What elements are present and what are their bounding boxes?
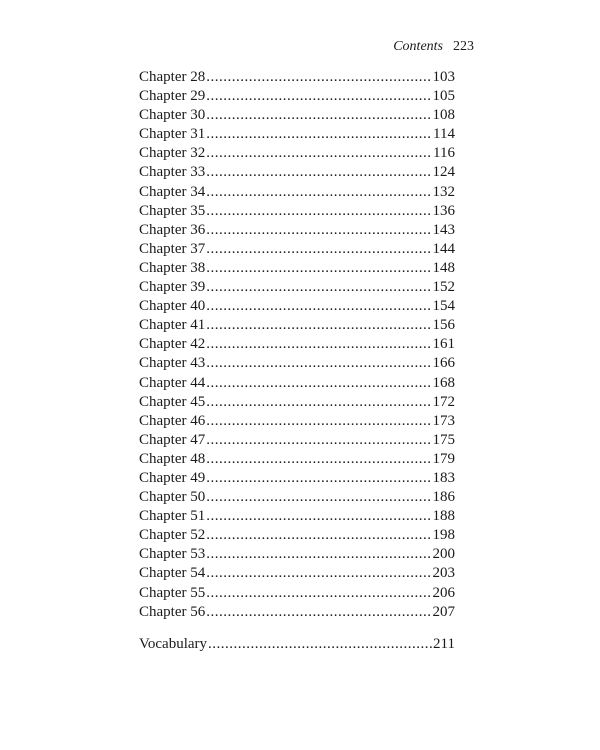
dot-leader	[206, 354, 431, 373]
dot-leader	[206, 240, 431, 259]
toc-entry-label: Chapter 49	[139, 469, 206, 486]
running-head-section: Contents	[393, 39, 443, 54]
toc-entry-page-number: 188	[432, 508, 455, 525]
toc-entry-page-number: 203	[432, 565, 455, 582]
table-of-contents	[139, 68, 455, 654]
dot-leader	[206, 488, 431, 507]
toc-entry	[139, 431, 455, 450]
toc-entry-label: Chapter 55	[139, 584, 206, 601]
toc-entry-page-number: 211	[433, 635, 455, 652]
toc-entry	[139, 125, 455, 144]
toc-entry-label: Chapter 32	[139, 145, 206, 162]
dot-leader	[206, 68, 431, 87]
toc-entry-label: Chapter 30	[139, 107, 206, 124]
dot-leader	[206, 564, 431, 583]
toc-entry-page-number: 152	[432, 279, 455, 296]
toc-entry-page-number: 132	[432, 183, 455, 200]
running-head-page-number: 223	[453, 39, 474, 54]
toc-entry-page-number: 173	[432, 412, 455, 429]
toc-entry	[139, 163, 455, 182]
toc-entry	[139, 202, 455, 221]
toc-entry-page-number: 124	[432, 164, 455, 181]
toc-entry-label: Chapter 51	[139, 508, 206, 525]
toc-entry	[139, 354, 455, 373]
dot-leader	[206, 603, 431, 622]
toc-entry-label: Chapter 48	[139, 450, 206, 467]
toc-entry-label: Chapter 56	[139, 603, 206, 620]
toc-entry-page-number: 166	[432, 355, 455, 372]
toc-entry-label: Chapter 46	[139, 412, 206, 429]
toc-entry	[139, 144, 455, 163]
toc-entry-page-number: 116	[433, 145, 455, 162]
toc-entry	[139, 469, 455, 488]
dot-leader	[206, 316, 431, 335]
dot-leader	[206, 393, 431, 412]
dot-leader	[206, 144, 432, 163]
toc-entry	[139, 297, 455, 316]
toc-entry	[139, 259, 455, 278]
dot-leader	[206, 202, 431, 221]
toc-entry	[139, 335, 455, 354]
toc-entry-label: Chapter 53	[139, 546, 206, 563]
toc-entry	[139, 526, 455, 545]
toc-entry	[139, 183, 455, 202]
toc-entry-page-number: 200	[432, 546, 455, 563]
toc-entry	[139, 374, 455, 393]
toc-entry	[139, 507, 455, 526]
dot-leader	[206, 335, 431, 354]
toc-entry-page-number: 186	[432, 489, 455, 506]
toc-entry-label: Chapter 31	[139, 126, 206, 143]
dot-leader	[206, 163, 431, 182]
toc-entry-page-number: 161	[432, 336, 455, 353]
toc-entry-page-number: 108	[432, 107, 455, 124]
toc-entry	[139, 316, 455, 335]
toc-entry-page-number: 156	[432, 317, 455, 334]
toc-entry-label: Chapter 34	[139, 183, 206, 200]
toc-entry-label: Chapter 38	[139, 259, 206, 276]
dot-leader	[206, 106, 431, 125]
toc-entry-label: Chapter 43	[139, 355, 206, 372]
toc-entry-page-number: 168	[432, 374, 455, 391]
toc-entry	[139, 87, 455, 106]
toc-entry	[139, 488, 455, 507]
toc-entry-label: Chapter 41	[139, 317, 206, 334]
toc-entry	[139, 240, 455, 259]
toc-entry-label: Chapter 50	[139, 489, 206, 506]
toc-entry-label: Chapter 35	[139, 202, 206, 219]
dot-leader	[206, 374, 431, 393]
toc-entry-page-number: 114	[433, 126, 455, 143]
toc-entry-label: Chapter 44	[139, 374, 206, 391]
toc-entry	[139, 635, 455, 654]
dot-leader	[206, 584, 431, 603]
toc-entry-page-number: 103	[432, 69, 455, 85]
toc-entry	[139, 584, 455, 603]
toc-entry-page-number: 183	[432, 469, 455, 486]
toc-entry-label: Chapter 40	[139, 298, 206, 315]
toc-entry-page-number: 154	[432, 298, 455, 315]
toc-entry-page-number: 179	[432, 450, 455, 467]
dot-leader	[206, 450, 431, 469]
dot-leader	[206, 183, 431, 202]
toc-entry-page-number: 144	[432, 240, 455, 257]
toc-entry-label: Chapter 29	[139, 88, 206, 105]
toc-entry	[139, 393, 455, 412]
dot-leader	[206, 412, 431, 431]
toc-entry-page-number: 148	[432, 259, 455, 276]
dot-leader	[206, 87, 431, 106]
toc-entry	[139, 278, 455, 297]
toc-entry	[139, 68, 455, 87]
toc-entry-label: Chapter 36	[139, 221, 206, 238]
toc-entry-label: Chapter 42	[139, 336, 206, 353]
toc-entry	[139, 603, 455, 622]
toc-entry-page-number: 143	[432, 221, 455, 238]
dot-leader	[206, 545, 431, 564]
toc-entry	[139, 564, 455, 583]
toc-entry-page-number: 206	[432, 584, 455, 601]
dot-leader	[206, 125, 432, 144]
toc-entry-label: Chapter 54	[139, 565, 206, 582]
dot-leader	[206, 297, 431, 316]
toc-entry	[139, 545, 455, 564]
running-head	[393, 39, 474, 55]
dot-leader	[206, 278, 431, 297]
dot-leader	[206, 431, 431, 450]
dot-leader	[206, 507, 431, 526]
toc-entry-label: Chapter 37	[139, 240, 206, 257]
toc-entry-page-number: 105	[432, 88, 455, 105]
dot-leader	[206, 469, 431, 488]
dot-leader	[206, 221, 431, 240]
dot-leader	[206, 259, 431, 278]
toc-entry-page-number: 198	[432, 527, 455, 544]
toc-entry-page-number: 175	[432, 431, 455, 448]
toc-entry	[139, 221, 455, 240]
toc-entry	[139, 106, 455, 125]
dot-leader	[206, 526, 431, 545]
toc-entry-page-number: 207	[432, 603, 455, 620]
toc-entry-page-number: 136	[432, 202, 455, 219]
toc-entry-label: Chapter 45	[139, 393, 206, 410]
toc-entry-label: Chapter 33	[139, 164, 206, 181]
toc-entry	[139, 412, 455, 431]
toc-entry	[139, 450, 455, 469]
toc-entry-label: Chapter 39	[139, 279, 206, 296]
toc-entry-label: Chapter 28	[139, 69, 206, 85]
dot-leader	[208, 635, 432, 654]
toc-entry-label: Chapter 47	[139, 431, 206, 448]
toc-entry-label: Chapter 52	[139, 527, 206, 544]
toc-entry-page-number: 172	[432, 393, 455, 410]
toc-entry-label: Vocabulary	[139, 635, 208, 652]
